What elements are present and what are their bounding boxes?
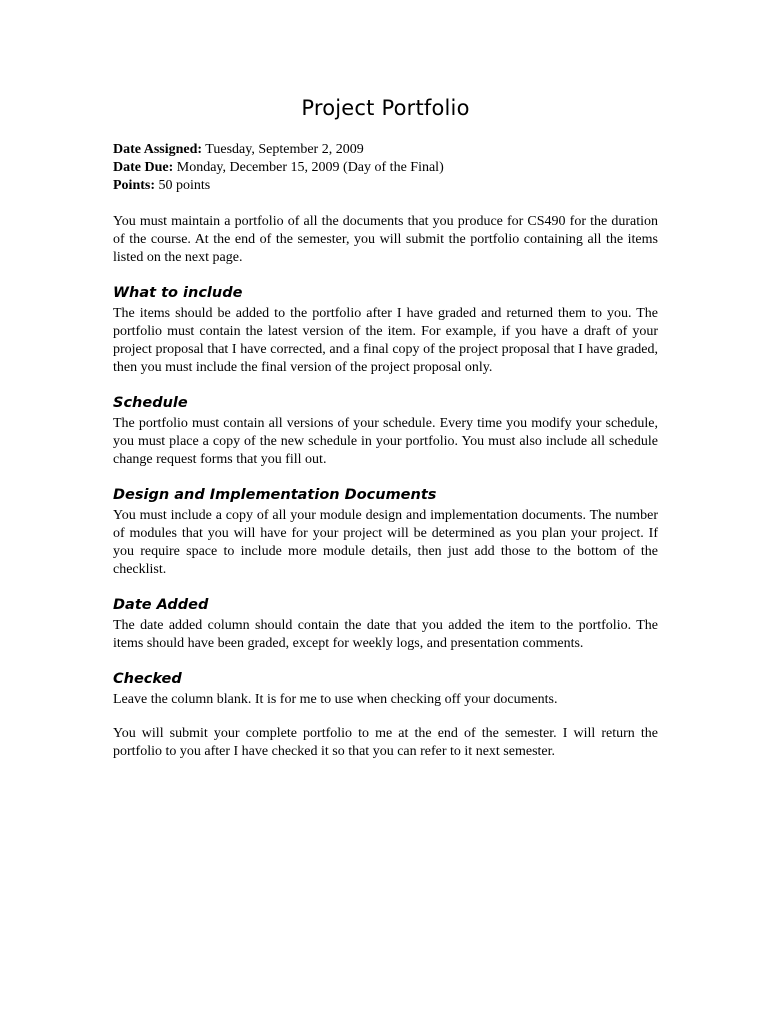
date-due (113, 159, 658, 177)
date-due-value: Monday, December 15, 2009 (Day of the Final) (173, 160, 444, 175)
date-assigned-value: Tuesday, September 2, 2009 (202, 142, 364, 157)
points (113, 177, 658, 195)
section-body: You must include a copy of all your module design and implementation documents. The number of modules that you will have for your project will be determined as you plan your project. If you require space to include more module details, then just add those to the bottom of the checklist. (113, 508, 658, 577)
section-design-implementation (113, 485, 658, 579)
points-label: Points: (113, 178, 155, 193)
date-due-label: Date Due: (113, 160, 174, 175)
section-heading: Checked (113, 671, 182, 687)
points-value: 50 points (155, 178, 211, 193)
section-body: Leave the column blank. It is for me to use when checking off your documents. (113, 692, 558, 707)
date-assigned (113, 141, 658, 159)
closing-paragraph: You will submit your complete portfolio to me at the end of the semester. I will return the portfolio to you after I have checked it so that you can refer to it next semester. (113, 726, 658, 759)
assignment-meta (113, 141, 658, 195)
section-checked (113, 669, 658, 709)
section-body: The portfolio must contain all versions of your schedule. Every time you modify your schedule, you must place a copy of the new schedule in your portfolio. You must also include all schedule change request forms that you fill out. (113, 416, 658, 467)
section-heading: Schedule (113, 395, 188, 411)
date-assigned-label: Date Assigned: (113, 142, 203, 157)
section-heading: Date Added (113, 597, 209, 613)
section-body: The items should be added to the portfolio after I have graded and returned them to you. The portfolio must contain the latest version of the item. For example, if you have a draft of your project proposal that I have corrected, and a final copy of the project proposal that I have graded, then you must include the final version of the project proposal only. (113, 306, 658, 375)
section-what-to-include (113, 283, 658, 377)
section-schedule (113, 393, 658, 469)
page-title: Project Portfolio (301, 96, 470, 120)
document-page (113, 93, 658, 777)
intro-paragraph: You must maintain a portfolio of all the documents that you produce for CS490 for the duration of the course. At the end of the semester, you will submit the portfolio containing all the items listed on the next page. (113, 214, 658, 265)
section-date-added (113, 595, 658, 653)
section-heading: What to include (113, 285, 243, 301)
section-body: The date added column should contain the date that you added the item to the portfolio. The items should have been graded, except for weekly logs, and presentation comments. (113, 618, 658, 651)
section-heading: Design and Implementation Documents (113, 487, 437, 503)
